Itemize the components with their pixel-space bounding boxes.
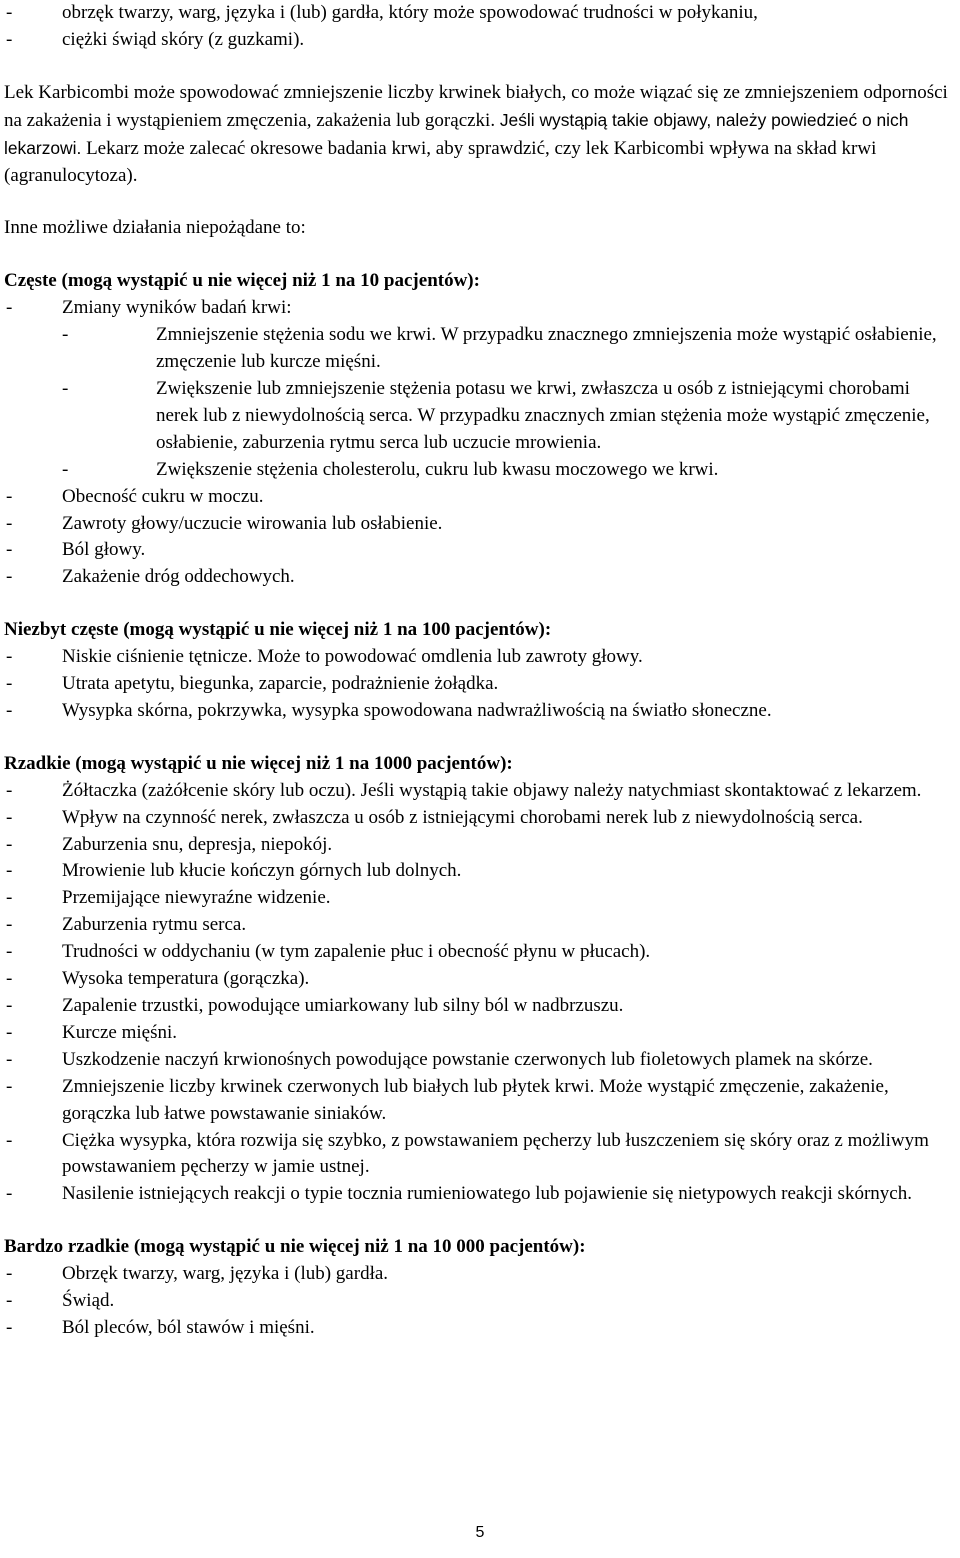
list-item: - Zakażenie dróg oddechowych.	[6, 566, 295, 588]
list-item: - Obrzęk twarzy, warg, języka i (lub) gardła.	[6, 1263, 389, 1285]
leaflet-page	[4, 0, 956, 1342]
list-item: - Żółtaczka (zażółcenie skóry lub oczu). Jeśli wystąpią takie objawy należy natychmiast skontaktować z lekarzem.	[6, 779, 922, 801]
uncommon-heading: Niezbyt częste (mogą wystąpić u nie więcej niż 1 na 100 pacjentów):	[4, 619, 552, 641]
list-item: - Zaburzenia rytmu serca.	[6, 914, 247, 936]
sub-list-item: - Zmniejszenie stężenia sodu we krwi. W przypadku znacznego zmniejszenia może wystąpić osłabienie, zmęczenie lub kurcze mięśni.	[62, 324, 937, 373]
top-list	[4, 0, 956, 54]
list-item: - Przemijające niewyraźne widzenie.	[6, 887, 331, 909]
list-item: - Zmiany wyników badań krwi:	[6, 297, 292, 319]
other-effects-intro: Inne możliwe działania niepożądane to:	[4, 217, 306, 239]
list-item: - Kurcze mięśni.	[6, 1021, 178, 1043]
list-item: - Obecność cukru w moczu.	[6, 485, 264, 507]
list-item: - Ból pleców, ból stawów i mięśni.	[6, 1316, 315, 1338]
common-section	[4, 268, 956, 591]
tell-doctor-sentence: Jeśli wystąpią takie objawy, należy powiedzieć o nich lekarzowi.	[4, 109, 909, 158]
sub-list-item: - Zwiększenie lub zmniejszenie stężenia potasu we krwi, zwłaszcza u osób z istniejącymi chorobami nerek lub z niewydolnością serca. W przypadku znacznych zmian stężenia może wystąpić zmęczenie, osłabienie, zaburzenia rytmu serca lub uczucie mrowienia.	[62, 377, 930, 453]
uncommon-section	[4, 617, 956, 725]
very-rare-heading: Bardzo rzadkie (mogą wystąpić u nie więcej niż 1 na 10 000 pacjentów):	[4, 1236, 586, 1258]
list-item: - Ciężka wysypka, która rozwija się szybko, z powstawaniem pęcherzy lub łuszczeniem się skóry oraz z możliwym powstawaniem pęcherzy w jamie ustnej.	[6, 1129, 929, 1178]
rare-heading: Rzadkie (mogą wystąpić u nie więcej niż 1 na 1000 pacjentów):	[4, 752, 513, 774]
list-item: - Zmniejszenie liczby krwinek czerwonych lub białych lub płytek krwi. Może wystąpić zmęczenie, zakażenie, gorączka lub łatwe powstawanie siniaków.	[6, 1075, 889, 1124]
list-item: - Nasilenie istniejących reakcji o typie tocznia rumieniowatego lub pojawienie się nietypowych reakcji skórnych.	[6, 1183, 912, 1205]
list-item: - Wysoka temperatura (gorączka).	[6, 968, 310, 990]
list-item: - obrzęk twarzy, warg, języka i (lub) gardła, który może spowodować trudności w połykaniu,	[6, 2, 758, 23]
very-rare-section	[4, 1234, 956, 1342]
list-item: - ciężki świąd skóry (z guzkami).	[6, 28, 305, 50]
list-item: - Trudności w oddychaniu (w tym zapalenie płuc i obecność płynu w płucach).	[6, 941, 651, 963]
list-item: - Utrata apetytu, biegunka, zaparcie, podrażnienie żołądka.	[6, 673, 499, 695]
rare-section	[4, 751, 956, 1208]
page-number: 5	[475, 1524, 485, 1541]
blood-cells-paragraph: Lek Karbicombi może spowodować zmniejszenie liczby krwinek białych, co może wiązać się ze zmniejszeniem odporności na zakażenia i wystąpieniem zmęczenia, zakażenia lub gorączki. Jeśli wystąpią takie objawy, należy powiedzieć o nich lekarzowi. Lekarz może zalecać okresowe badania krwi, aby sprawdzić, czy lek Karbicombi wpływa na skład krwi (agranulocytoza).	[4, 81, 948, 186]
list-item: - Uszkodzenie naczyń krwionośnych powodujące powstanie czerwonych lub fioletowych plamek na skórze.	[6, 1048, 873, 1070]
list-item: - Ból głowy.	[6, 539, 146, 561]
list-item: - Zaburzenia snu, depresja, niepokój.	[6, 833, 333, 855]
list-item: - Świąd.	[6, 1290, 115, 1312]
list-item: - Mrowienie lub kłucie kończyn górnych lub dolnych.	[6, 860, 462, 882]
list-item: - Zawroty głowy/uczucie wirowania lub osłabienie.	[6, 512, 443, 534]
list-item: - Wysypka skórna, pokrzywka, wysypka spowodowana nadwrażliwością na światło słoneczne.	[6, 699, 772, 721]
list-item: - Niskie ciśnienie tętnicze. Może to powodować omdlenia lub zawroty głowy.	[6, 646, 643, 668]
sub-list-item: - Zwiększenie stężenia cholesterolu, cukru lub kwasu moczowego we krwi.	[62, 458, 719, 480]
common-heading: Częste (mogą wystąpić u nie więcej niż 1 na 10 pacjentów):	[4, 270, 480, 292]
list-item: - Wpływ na czynność nerek, zwłaszcza u osób z istniejącymi chorobami nerek lub z niewydolnością serca.	[6, 806, 863, 828]
list-item: - Zapalenie trzustki, powodujące umiarkowany lub silny ból w nadbrzuszu.	[6, 995, 624, 1016]
